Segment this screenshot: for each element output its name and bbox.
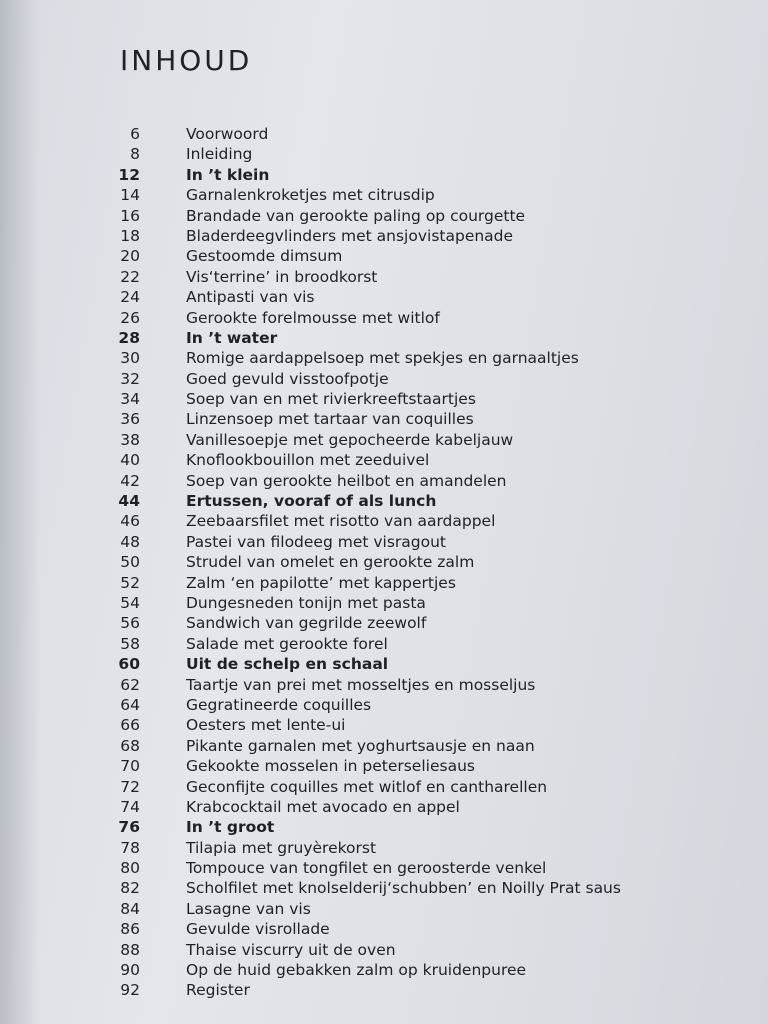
toc-page-number: 52 (120, 573, 140, 592)
toc-page-number: 42 (120, 471, 140, 490)
toc-entry-title: Inleiding (186, 145, 253, 164)
toc-entry (0, 675, 768, 695)
toc-entry-title: Op de huid gebakken zalm op kruidenpuree (186, 961, 527, 980)
toc-entry-title: Strudel van omelet en gerookte zalm (186, 553, 475, 572)
toc-entry (0, 124, 768, 144)
toc-entry (0, 287, 768, 307)
toc-entry (0, 348, 768, 368)
toc-entry (0, 960, 768, 980)
toc-entry-title: Goed gevuld visstoofpotje (186, 369, 389, 388)
toc-entry (0, 858, 768, 878)
toc-page-number: 32 (120, 369, 140, 388)
toc-page-number: 6 (130, 125, 140, 143)
toc-section-heading (0, 491, 768, 511)
toc-entry-title: Brandade van gerookte paling op courgette (186, 206, 526, 225)
toc-entry-title: Romige aardappelsoep met spekjes en garnaaltjes (186, 349, 579, 368)
toc-entry-title: Salade met gerookte forel (186, 634, 388, 653)
toc-entry (0, 736, 768, 756)
toc-page-number: 62 (120, 675, 140, 694)
toc-entry-title: Register (186, 981, 250, 1000)
toc-page-number: 44 (118, 492, 140, 511)
toc-entry-title: Soep van gerookte heilbot en amandelen (186, 471, 507, 490)
toc-section-heading (0, 328, 768, 348)
toc-page-number: 12 (118, 165, 140, 184)
toc-entry (0, 369, 768, 389)
toc-entry (0, 838, 768, 858)
toc-section-heading (0, 654, 768, 674)
toc-page-number: 36 (120, 410, 140, 429)
toc-entry (0, 634, 768, 654)
toc-entry-title: Gekookte mosselen in peterseliesaus (186, 757, 475, 776)
toc-entry-title: Geconfijte coquilles met witlof en cantharellen (186, 777, 548, 796)
toc-entry (0, 511, 768, 531)
toc-entry-title: Oesters met lente-ui (186, 716, 346, 735)
toc-page-number: 92 (120, 981, 140, 1000)
toc-page-number: 84 (120, 899, 140, 918)
toc-entry-title: Pastei van filodeeg met visragout (186, 532, 447, 551)
toc-entry-title: Ertussen, vooraf of als lunch (186, 492, 437, 511)
toc-page-number: 14 (120, 186, 140, 205)
toc-page-number: 56 (120, 614, 140, 633)
toc-page-number: 66 (120, 716, 140, 735)
toc-page-number: 64 (120, 695, 140, 714)
toc-entry (0, 940, 768, 960)
toc-page-number: 76 (118, 818, 140, 837)
toc-entry (0, 144, 768, 164)
toc-page-number: 18 (120, 226, 140, 245)
toc-entry-title: Dungesneden tonijn met pasta (186, 593, 426, 612)
toc-page-number: 82 (120, 879, 140, 898)
toc-entry (0, 593, 768, 613)
toc-entry (0, 206, 768, 226)
toc-entry-title: Voorwoord (186, 125, 269, 143)
toc-entry (0, 389, 768, 409)
toc-entry-title: Gevulde visrollade (186, 920, 330, 939)
toc-entry (0, 532, 768, 552)
toc-page-number: 80 (120, 859, 140, 878)
toc-entry-title: Antipasti van vis (186, 288, 315, 307)
toc-page-number: 20 (120, 247, 140, 266)
toc-entry (0, 878, 768, 898)
toc-entry (0, 797, 768, 817)
toc-entry-title: Knoflookbouillon met zeeduivel (186, 451, 430, 470)
toc-page-number: 46 (120, 512, 140, 531)
toc-entry-title: In ’t water (186, 328, 278, 347)
toc-entry-title: In ’t groot (186, 818, 275, 837)
toc-entry (0, 715, 768, 735)
toc-entry-title: Zalm ‘en papilotte’ met kappertjes (186, 573, 456, 592)
toc-entry (0, 471, 768, 491)
toc-page-number: 50 (120, 553, 140, 572)
toc-page-number: 68 (120, 736, 140, 755)
toc-entry (0, 613, 768, 633)
toc-page-number: 40 (120, 451, 140, 470)
toc-page-number: 34 (120, 390, 140, 409)
toc-entry-title: Krabcocktail met avocado en appel (186, 797, 460, 816)
toc-page-number: 48 (120, 532, 140, 551)
toc-entry-title: Vanillesoepje met gepocheerde kabeljauw (186, 430, 514, 449)
toc-entry-title: In ’t klein (186, 165, 270, 184)
toc-section-heading (0, 165, 768, 185)
toc-page-number: 72 (120, 777, 140, 796)
toc-page-number: 78 (120, 838, 140, 857)
toc-entry-title: Gegratineerde coquilles (186, 695, 372, 714)
toc-page-number: 38 (120, 430, 140, 449)
toc-entry (0, 246, 768, 266)
toc-entry-title: Bladerdeegvlinders met ansjovistapenade (186, 226, 514, 245)
toc-entry (0, 308, 768, 328)
toc-entry-title: Scholfilet met knolselderij‘schubben’ en Noilly Prat saus (186, 879, 621, 898)
toc-entry-title: Lasagne van vis (186, 899, 311, 918)
toc-page-number: 60 (118, 655, 140, 674)
toc-page-number: 54 (120, 593, 140, 612)
toc-entry-title: Tilapia met gruyèrekorst (186, 838, 377, 857)
toc-entry-title: Uit de schelp en schaal (186, 655, 389, 674)
toc-entry (0, 899, 768, 919)
toc-entry-title: Garnalenkroketjes met citrusdip (186, 186, 435, 205)
toc-entry-title: Taartje van prei met mosseltjes en mosseljus (186, 675, 536, 694)
toc-entry (0, 185, 768, 205)
toc-entry (0, 409, 768, 429)
toc-page-number: 90 (120, 961, 140, 980)
toc-entry-title: Zeebaarsfilet met risotto van aardappel (186, 512, 496, 531)
toc-entry (0, 573, 768, 593)
toc-page-number: 74 (120, 797, 140, 816)
toc-entry (0, 777, 768, 797)
page-title: INHOUD (120, 44, 253, 77)
toc-entry (0, 919, 768, 939)
toc-page-number: 16 (120, 206, 140, 225)
toc-entry-title: Tompouce van tongfilet en geroosterde venkel (186, 859, 547, 878)
toc-entry-title: Soep van en met rivierkreeftstaartjes (186, 390, 476, 409)
toc-entry (0, 756, 768, 776)
toc-page-number: 86 (120, 920, 140, 939)
toc-page-number: 26 (120, 308, 140, 327)
toc-entry (0, 430, 768, 450)
toc-entry (0, 980, 768, 1000)
toc-entry-title: Vis‘terrine’ in broodkorst (186, 267, 378, 286)
toc-entry (0, 450, 768, 470)
toc-page-number: 58 (120, 634, 140, 653)
toc-page-number: 88 (120, 940, 140, 959)
toc-page-number: 22 (120, 267, 140, 286)
toc-entry-title: Thaise viscurry uit de oven (186, 940, 396, 959)
table-of-contents (0, 124, 768, 1001)
toc-entry (0, 226, 768, 246)
toc-entry (0, 552, 768, 572)
toc-page-number: 8 (130, 145, 140, 164)
toc-page-number: 24 (120, 288, 140, 307)
toc-page-number: 28 (118, 328, 140, 347)
toc-entry (0, 267, 768, 287)
toc-entry-title: Linzensoep met tartaar van coquilles (186, 410, 474, 429)
toc-entry-title: Gerookte forelmousse met witlof (186, 308, 440, 327)
toc-entry (0, 695, 768, 715)
toc-entry-title: Pikante garnalen met yoghurtsausje en naan (186, 736, 535, 755)
toc-entry-title: Gestoomde dimsum (186, 247, 343, 266)
toc-page-number: 30 (120, 349, 140, 368)
toc-page-number: 70 (120, 757, 140, 776)
toc-section-heading (0, 817, 768, 837)
toc-entry-title: Sandwich van gegrilde zeewolf (186, 614, 427, 633)
